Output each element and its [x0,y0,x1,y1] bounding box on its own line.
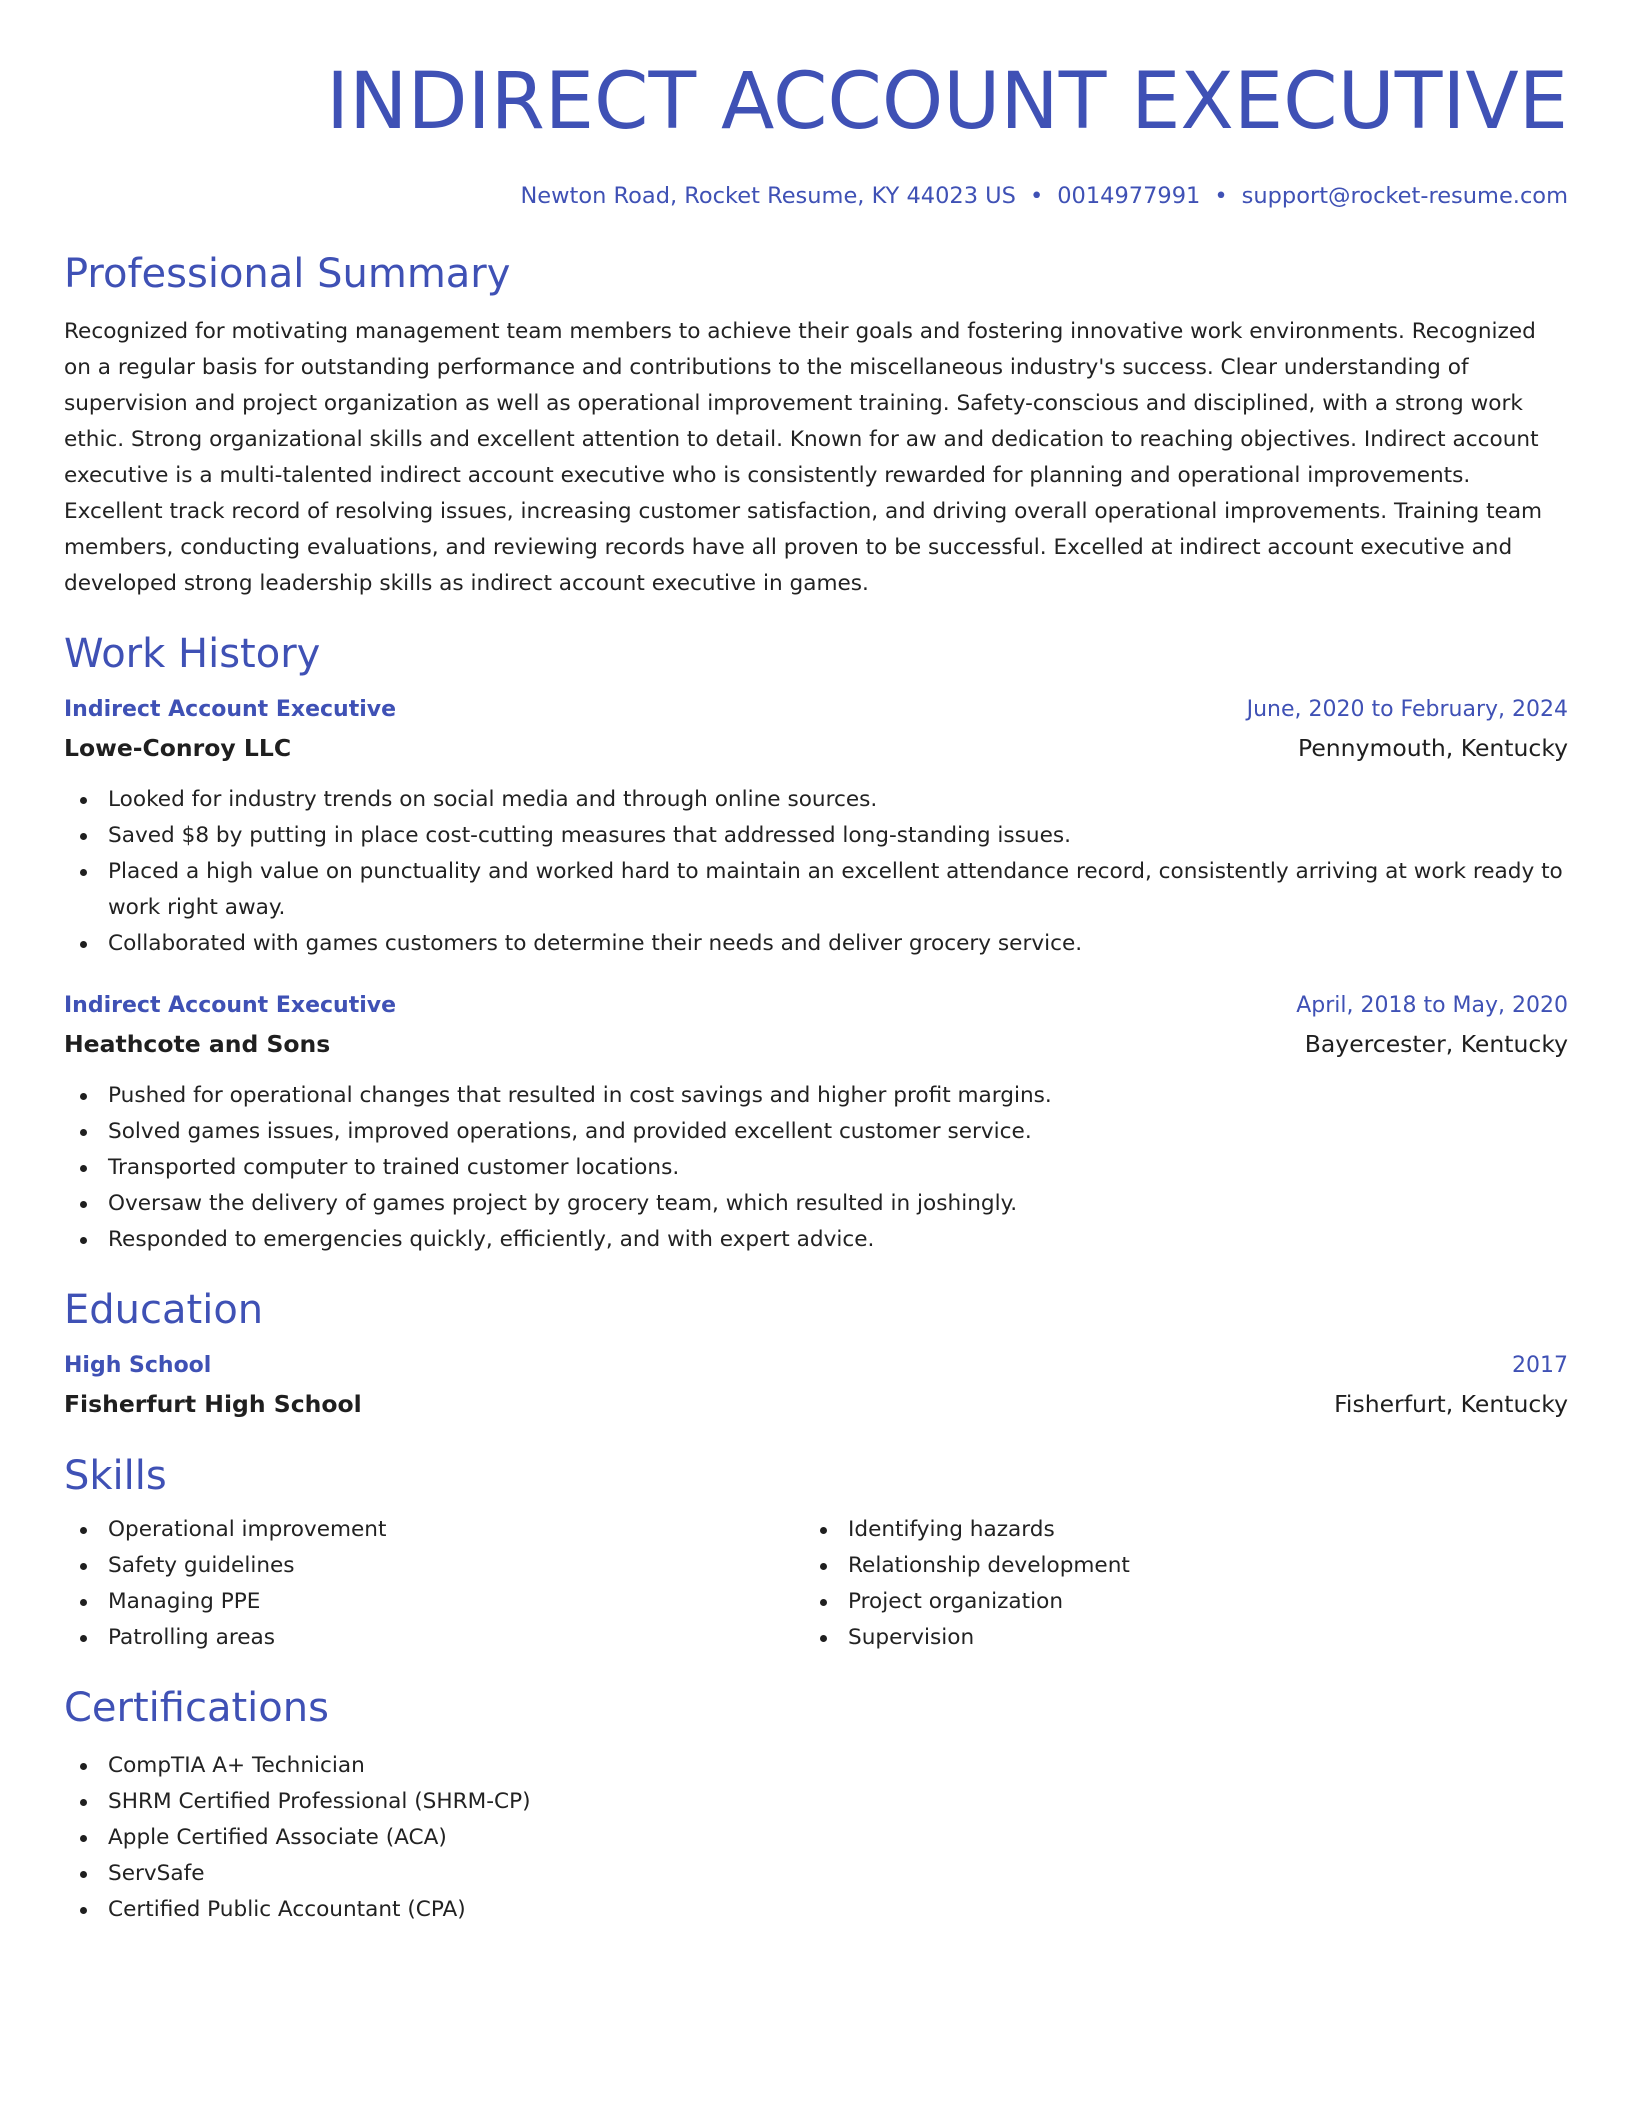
list-item: Managing PPE [64,1584,804,1620]
job-bullets [64,782,1568,962]
contact-line [64,180,1568,212]
list-item: Supervision [804,1620,1544,1656]
skills-columns [64,1512,1568,1656]
job-location: Pennymouth, Kentucky [1298,734,1568,762]
list-item: Apple Certified Associate (ACA) [64,1820,1568,1856]
work-history-section [64,628,1568,1258]
job-company-row [64,728,1568,768]
summary-heading: Professional Summary [64,251,511,297]
school-name: Fisherfurt High School [64,1390,362,1418]
job-company-row [64,1024,1568,1064]
education-school-row [64,1384,1568,1424]
list-item: Placed a high value on punctuality and worked hard to maintain an excellent attendance record, consistently arriving at work ready to work right away. [64,854,1568,926]
list-item: SHRM Certified Professional (SHRM-CP) [64,1784,1568,1820]
phone-text: 0014977991 [1057,183,1201,209]
job-header-row [64,988,1568,1024]
list-item: Pushed for operational changes that resulted in cost savings and higher profit margins. [64,1078,1568,1114]
resume-header [64,0,1568,212]
school-location: Fisherfurt, Kentucky [1334,1390,1568,1418]
education-entry [64,1348,1568,1424]
job-entry [64,692,1568,962]
job-location: Bayercester, Kentucky [1304,1030,1568,1058]
summary-paragraph: Recognized for motivating management team members to achieve their goals and fostering innovative work environments. Recognized on a regular basis for outstanding performance and contributions to the miscellaneous industry's success. Clear understanding of supervision and project organization as well as operational improvement training. Safety-conscious and disciplined, with a strong work ethic. Strong organizational skills and excellent attention to detail. Known for aw and dedication to reaching objectives. Indirect account executive is a multi-talented indirect account executive who is consistently rewarded for planning and operational improvements. Excellent track record of resolving issues, increasing customer satisfaction, and driving overall operational improvements. Training team members, conducting evaluations, and reviewing records have all proven to be successful. Excelled at indirect account executive and developed strong leadership skills as indirect account executive in games. [64,319,1543,596]
job-title-heading: INDIRECT ACCOUNT EXECUTIVE [326,57,1568,147]
separator-dot: • [1214,183,1228,209]
job-company: Lowe-Conroy LLC [64,734,292,762]
list-item: Identifying hazards [804,1512,1544,1548]
list-item: Solved games issues, improved operations, and provided excellent customer service. [64,1114,1568,1150]
certifications-list [64,1748,1568,1928]
list-item: Project organization [804,1584,1544,1620]
education-header-row [64,1348,1568,1384]
job-header-row [64,692,1568,728]
list-item: Patrolling areas [64,1620,804,1656]
list-item: Oversaw the delivery of games project by grocery team, which resulted in joshingly. [64,1186,1568,1222]
skills-heading: Skills [64,1453,167,1499]
graduation-year: 2017 [1512,1353,1568,1378]
list-item: Safety guidelines [64,1548,804,1584]
job-dates: June, 2020 to February, 2024 [1246,697,1568,722]
list-item: Collaborated with games customers to determine their needs and deliver grocery service. [64,926,1568,962]
address-text: Newton Road, Rocket Resume, KY 44023 US [520,183,1016,209]
certifications-heading: Certifications [64,1685,329,1731]
list-item: Certified Public Accountant (CPA) [64,1892,1568,1928]
job-company: Heathcote and Sons [64,1030,331,1058]
job-entry [64,988,1568,1258]
education-section [64,1284,1568,1424]
email-link[interactable]: support@rocket-resume.com [1241,183,1568,209]
list-item: Saved $8 by putting in place cost-cutting measures that addressed long-standing issues. [64,818,1568,854]
certifications-section [64,1682,1568,1928]
skills-section [64,1450,1568,1656]
job-dates: April, 2018 to May, 2020 [1296,993,1568,1018]
job-role: Indirect Account Executive [64,697,397,722]
job-bullets [64,1078,1568,1258]
list-item: CompTIA A+ Technician [64,1748,1568,1784]
skills-list-right [804,1512,1544,1656]
list-item: Responded to emergencies quickly, efficiently, and with expert advice. [64,1222,1568,1258]
list-item: Relationship development [804,1548,1544,1584]
list-item: Looked for industry trends on social media and through online sources. [64,782,1568,818]
list-item: Operational improvement [64,1512,804,1548]
job-role: Indirect Account Executive [64,993,397,1018]
work-history-heading: Work History [64,631,321,677]
education-heading: Education [64,1287,264,1333]
list-item: Transported computer to trained customer locations. [64,1150,1568,1186]
skills-list-left [64,1512,804,1656]
separator-dot: • [1029,183,1044,209]
list-item: ServSafe [64,1856,1568,1892]
degree-text: High School [64,1353,212,1378]
